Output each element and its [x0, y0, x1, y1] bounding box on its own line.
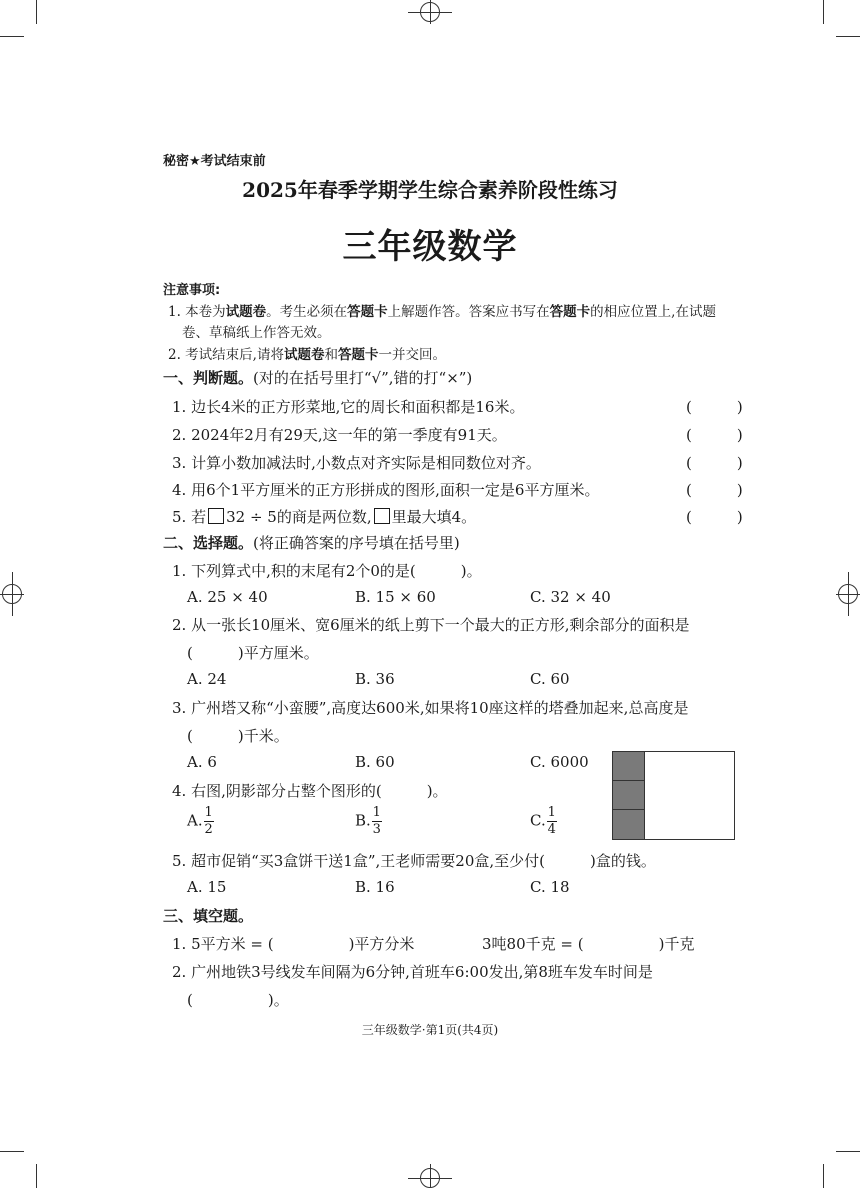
fill-q2: 2. 广州地铁3号线发车间隔为6分钟,首班车6:00发出,第8班车发车时间是 — [172, 963, 653, 981]
notice-item-1: 1. 本卷为试题卷。考生必须在答题卡上解题作答。答案应书写在答题卡的相应位置上,在试题 — [168, 304, 716, 320]
choice-q3-option-c: C. 6000 — [530, 753, 589, 771]
choice-q1-option-b: B. 15 × 60 — [355, 588, 436, 606]
choice-q2: 2. 从一张长10厘米、宽6厘米的纸上剪下一个最大的正方形,剩余部分的面积是 — [172, 616, 690, 634]
choice-q2-option-c: C. 60 — [530, 670, 570, 688]
crop-mark — [823, 1164, 824, 1188]
judge-item-3: 3. 计算小数加减法时,小数点对齐实际是相同数位对齐。 — [172, 454, 541, 472]
judge-item-4: 4. 用6个1平方厘米的正方形拼成的图形,面积一定是6平方厘米。 — [172, 481, 600, 499]
choice-q1-option-c: C. 32 × 40 — [530, 588, 611, 606]
shaded-cell — [613, 810, 645, 839]
choice-q5: 5. 超市促销“买3盒饼干送1盒”,王老师需要20盒,至少付( )盒的钱。 — [172, 852, 656, 870]
crop-mark — [36, 1164, 37, 1188]
choice-q2-cont: ( )平方厘米。 — [187, 644, 319, 662]
crop-mark — [836, 1151, 860, 1152]
choice-q3-cont: ( )千米。 — [187, 727, 289, 745]
fill-q1-part-b: 3吨80千克 = ( )千克 — [482, 935, 695, 953]
notice-heading: 注意事项: — [163, 283, 221, 298]
notice-item-1-cont: 卷、草稿纸上作答无效。 — [182, 325, 331, 341]
judge-item-5: 5. 若 32 ÷ 5的商是两位数, 里最大填4。 — [172, 508, 477, 526]
choice-q2-option-b: B. 36 — [355, 670, 395, 688]
exam-title: 2025年春季学期学生综合素养阶段性练习 — [242, 178, 618, 202]
answer-paren: ( ) — [686, 508, 743, 526]
choice-q3: 3. 广州塔又称“小蛮腰”,高度达600米,如果将10座这样的塔叠加起来,总高度是 — [172, 699, 689, 717]
crop-mark — [36, 0, 37, 24]
section-1-heading: 一、判断题。(对的在括号里打“√”,错的打“×”) — [163, 369, 473, 387]
subject-title: 三年级数学 — [342, 227, 518, 267]
fill-q2-cont: ( )。 — [187, 991, 289, 1009]
choice-q4: 4. 右图,阴影部分占整个图形的( )。 — [172, 782, 448, 800]
answer-paren: ( ) — [686, 426, 743, 444]
choice-q5-option-c: C. 18 — [530, 878, 570, 896]
secret-label: 秘密★考试结束前 — [163, 154, 266, 169]
choice-q3-option-a: A. 6 — [187, 753, 217, 771]
judge-item-2: 2. 2024年2月有29天,这一年的第一季度有91天。 — [172, 426, 507, 444]
section-2-heading: 二、选择题。(将正确答案的序号填在括号里) — [163, 534, 460, 552]
choice-q4-option-b: B. $\frac{1}{3}$ — [355, 805, 381, 837]
answer-paren: ( ) — [686, 398, 743, 416]
fill-q1-part-a: 1. 5平方米 = ( )平方分米 — [172, 935, 415, 953]
answer-paren: ( ) — [686, 481, 743, 499]
answer-paren: ( ) — [686, 454, 743, 472]
crop-mark — [0, 36, 24, 37]
shaded-cell — [613, 781, 645, 810]
choice-q4-option-a: A. $\frac{1}{2}$ — [187, 805, 213, 837]
shaded-rectangle-figure — [612, 751, 735, 840]
choice-q5-option-a: A. 15 — [187, 878, 227, 896]
crop-mark — [836, 36, 860, 37]
choice-q4-option-c: C. $\frac{1}{4}$ — [530, 805, 556, 837]
page-footer: 三年级数学·第1页(共4页) — [361, 1023, 499, 1037]
notice-item-2: 2. 考试结束后,请将试题卷和答题卡一并交回。 — [168, 347, 446, 363]
choice-q5-option-b: B. 16 — [355, 878, 395, 896]
choice-q3-option-b: B. 60 — [355, 753, 395, 771]
crop-mark — [0, 1151, 24, 1152]
crop-mark — [823, 0, 824, 24]
judge-item-1: 1. 边长4米的正方形菜地,它的周长和面积都是16米。 — [172, 398, 525, 416]
choice-q2-option-a: A. 24 — [187, 670, 227, 688]
blank-square-icon — [208, 508, 224, 524]
section-3-heading: 三、填空题。 — [163, 907, 254, 925]
shaded-cell — [613, 752, 645, 781]
choice-q1-option-a: A. 25 × 40 — [187, 588, 268, 606]
choice-q1: 1. 下列算式中,积的末尾有2个0的是( )。 — [172, 562, 482, 580]
blank-square-icon — [374, 508, 390, 524]
